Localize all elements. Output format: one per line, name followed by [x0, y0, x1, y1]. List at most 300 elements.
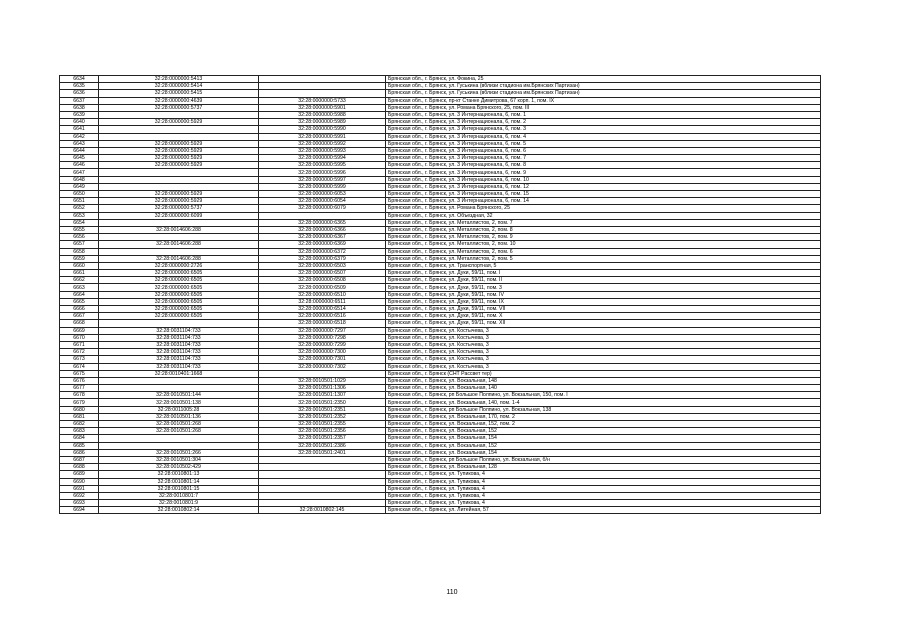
cadastral-number-cell	[99, 176, 259, 183]
table-row	[60, 413, 821, 420]
address-cell: Брянская обл., г. Брянск, ул. Тупикова, 4	[386, 478, 821, 485]
related-cadastral-number-cell: 32:28:0000000:6511	[259, 298, 386, 305]
row-number-cell: 6665	[60, 298, 99, 305]
row-number-cell: 6681	[60, 413, 99, 420]
related-cadastral-number-cell: 32:28:0000000:7298	[259, 334, 386, 341]
related-cadastral-number-cell: 32:28:0000000:5993	[259, 147, 386, 154]
related-cadastral-number-cell: 32:28:0010501:2352	[259, 413, 386, 420]
row-number-cell: 6668	[60, 320, 99, 327]
page-number: 110	[446, 589, 458, 596]
table-row	[60, 464, 821, 471]
related-cadastral-number-cell	[259, 370, 386, 377]
table-row	[60, 478, 821, 485]
row-number-cell: 6641	[60, 126, 99, 133]
address-cell: Брянская обл., г. Брянск (СНТ Рассвет тер)	[386, 370, 821, 377]
address-cell: Брянская обл., г. Брянск, ул. 3 Интернационала, 6, пом. 7	[386, 155, 821, 162]
related-cadastral-number-cell: 32:28:0000000:5733	[259, 97, 386, 104]
table-row	[60, 442, 821, 449]
address-cell: Брянская обл., г. Брянск, ул. Дуки, 59/11, пом. X	[386, 313, 821, 320]
table-row	[60, 284, 821, 291]
table-row	[60, 313, 821, 320]
row-number-cell: 6637	[60, 97, 99, 104]
related-cadastral-number-cell	[259, 478, 386, 485]
cadastral-number-cell: 32:28:0010501:138	[99, 399, 259, 406]
row-number-cell: 6670	[60, 334, 99, 341]
address-cell: Брянская обл., г. Брянск, ул. 3 Интернационала, 6, пом. 6	[386, 147, 821, 154]
row-number-cell: 6678	[60, 392, 99, 399]
address-cell: Брянская обл., г. Брянск, рп Большое Полпино, ул. Вокзальная, б/н	[386, 456, 821, 463]
related-cadastral-number-cell: 32:28:0000000:7302	[259, 363, 386, 370]
cadastral-number-cell: 32:28:0010401:1668	[99, 370, 259, 377]
table-row	[60, 248, 821, 255]
table-row	[60, 262, 821, 269]
related-cadastral-number-cell: 32:28:0000000:6053	[259, 191, 386, 198]
address-cell: Брянская обл., г. Брянск, ул. Костычева, 3	[386, 341, 821, 348]
cadastral-number-cell: 32:28:0000000:5929	[99, 147, 259, 154]
row-number-cell: 6644	[60, 147, 99, 154]
table-row	[60, 485, 821, 492]
related-cadastral-number-cell: 32:28:0010501:2356	[259, 428, 386, 435]
cadastral-number-cell: 32:28:0000000:4639	[99, 97, 259, 104]
address-cell: Брянская обл., г. Брянск, ул. Тупикова, 4	[386, 485, 821, 492]
table-row	[60, 298, 821, 305]
cadastral-number-cell: 32:28:0000000:5929	[99, 119, 259, 126]
cadastral-number-cell	[99, 234, 259, 241]
address-cell: Брянская обл., г. Брянск, ул. Дуки, 59/11, пом. II	[386, 277, 821, 284]
cadastral-number-cell: 32:28:0010501:136	[99, 413, 259, 420]
cadastral-number-cell	[99, 385, 259, 392]
cadastral-number-cell: 32:28:0000000:5929	[99, 191, 259, 198]
address-cell: Брянская обл., г. Брянск, рп Большое Полпино, ул. Вокзальная, 138	[386, 406, 821, 413]
address-cell: Брянская обл., г. Брянск, ул. Объездная, 32	[386, 212, 821, 219]
related-cadastral-number-cell: 32:28:0000000:6516	[259, 313, 386, 320]
cadastral-number-cell: 32:28:0000000:2726	[99, 262, 259, 269]
address-cell: Брянская обл., г. Брянск, ул. Дуки, 59/11, пом. IV	[386, 291, 821, 298]
related-cadastral-number-cell: 32:28:0000000:5989	[259, 119, 386, 126]
table-row	[60, 104, 821, 111]
row-number-cell: 6659	[60, 255, 99, 262]
row-number-cell: 6691	[60, 485, 99, 492]
table-row	[60, 226, 821, 233]
address-cell: Брянская обл., г. Брянск, пр-кт Станке Димитрова, 67 корп. 1, пом. IX	[386, 97, 821, 104]
related-cadastral-number-cell	[259, 212, 386, 219]
cadastral-number-cell: 32:28:0031104:733	[99, 363, 259, 370]
cadastral-number-cell: 32:28:0031104:733	[99, 327, 259, 334]
address-cell: Брянская обл., г. Брянск, ул. Дуки, 59/11, пом. I	[386, 270, 821, 277]
related-cadastral-number-cell: 32:28:0000000:7300	[259, 349, 386, 356]
table-row	[60, 449, 821, 456]
row-number-cell: 6662	[60, 277, 99, 284]
related-cadastral-number-cell: 32:28:0000000:6507	[259, 270, 386, 277]
cadastral-number-cell: 32:28:0000000:6505	[99, 270, 259, 277]
cadastral-number-cell: 32:28:0000000:5737	[99, 104, 259, 111]
related-cadastral-number-cell: 32:28:0000000:5995	[259, 162, 386, 169]
address-cell: Брянская обл., г. Брянск, ул. Металлистов, 2, пом. 7	[386, 219, 821, 226]
related-cadastral-number-cell: 32:28:0000000:5996	[259, 169, 386, 176]
table-row	[60, 291, 821, 298]
cadastral-number-cell: 32:28:0000000:6505	[99, 284, 259, 291]
cadastral-number-cell: 32:28:0010501:268	[99, 421, 259, 428]
cadastral-number-cell: 32:28:0010501:304	[99, 456, 259, 463]
related-cadastral-number-cell	[259, 464, 386, 471]
table-row	[60, 456, 821, 463]
cadastral-number-cell: 32:28:0010801:9	[99, 500, 259, 507]
address-cell: Брянская обл., г. Брянск, ул. 3 Интернационала, 6, пом. 8	[386, 162, 821, 169]
cadastral-number-cell: 32:28:0000000:6505	[99, 291, 259, 298]
address-cell: Брянская обл., г. Брянск, ул. Романа Брянского, 25	[386, 205, 821, 212]
cadastral-number-cell: 32:28:0010801:14	[99, 478, 259, 485]
row-number-cell: 6663	[60, 284, 99, 291]
row-number-cell: 6640	[60, 119, 99, 126]
related-cadastral-number-cell: 32:28:0010501:2350	[259, 399, 386, 406]
related-cadastral-number-cell	[259, 492, 386, 499]
related-cadastral-number-cell: 32:28:0010501:2386	[259, 442, 386, 449]
related-cadastral-number-cell: 32:28:0010802:145	[259, 507, 386, 514]
related-cadastral-number-cell	[259, 76, 386, 83]
table-row	[60, 255, 821, 262]
cadastral-number-cell	[99, 111, 259, 118]
address-cell: Брянская обл., г. Брянск, ул. Вокзальная, 140, пом. 1-4	[386, 399, 821, 406]
address-cell: Брянская обл., г. Брянск, ул. 3 Интернационала, 6, пом. 2	[386, 119, 821, 126]
address-cell: Брянская обл., г. Брянск, ул. Дуки, 59/11, пом. 3	[386, 284, 821, 291]
related-cadastral-number-cell	[259, 90, 386, 97]
related-cadastral-number-cell: 32:28:0000000:6365	[259, 219, 386, 226]
related-cadastral-number-cell: 32:28:0000000:6518	[259, 320, 386, 327]
table-row	[60, 219, 821, 226]
row-number-cell: 6664	[60, 291, 99, 298]
cadastral-number-cell: 32:28:0010501:266	[99, 449, 259, 456]
row-number-cell: 6676	[60, 377, 99, 384]
cadastral-number-cell: 32:28:0000000:5929	[99, 162, 259, 169]
address-cell: Брянская обл., г. Брянск, ул. Вокзальная, 170, пом. 2	[386, 413, 821, 420]
address-cell: Брянская обл., г. Брянск, ул. Костычева, 3	[386, 349, 821, 356]
table-row	[60, 183, 821, 190]
address-cell: Брянская обл., г. Брянск, ул. Фокина, 25	[386, 76, 821, 83]
related-cadastral-number-cell: 32:28:0000000:5991	[259, 133, 386, 140]
related-cadastral-number-cell: 32:28:0000000:6372	[259, 248, 386, 255]
table-row	[60, 341, 821, 348]
address-cell: Брянская обл., г. Брянск, ул. Дуки, 59/11, пом. VII	[386, 306, 821, 313]
table-row	[60, 111, 821, 118]
related-cadastral-number-cell: 32:28:0000000:6503	[259, 262, 386, 269]
related-cadastral-number-cell: 32:28:0010501:1306	[259, 385, 386, 392]
related-cadastral-number-cell: 32:28:0010501:2355	[259, 421, 386, 428]
related-cadastral-number-cell: 32:28:0000000:6510	[259, 291, 386, 298]
cadastral-number-cell: 32:28:0010801:13	[99, 471, 259, 478]
related-cadastral-number-cell: 32:28:0000000:5901	[259, 104, 386, 111]
row-number-cell: 6672	[60, 349, 99, 356]
address-cell: Брянская обл., г. Брянск, ул. Металлистов, 2, пом. 6	[386, 248, 821, 255]
address-cell: Брянская обл., г. Брянск, ул. Металлистов, 2, пом. 5	[386, 255, 821, 262]
related-cadastral-number-cell: 32:28:0000000:7297	[259, 327, 386, 334]
table-row	[60, 334, 821, 341]
row-number-cell: 6646	[60, 162, 99, 169]
cadastral-number-cell	[99, 442, 259, 449]
table-row	[60, 212, 821, 219]
table-row	[60, 471, 821, 478]
row-number-cell: 6680	[60, 406, 99, 413]
cadastral-number-cell: 32:28:0000000:5929	[99, 155, 259, 162]
cadastral-number-cell: 32:28:0000000:5737	[99, 205, 259, 212]
related-cadastral-number-cell: 32:28:0000000:5994	[259, 155, 386, 162]
address-cell: Брянская обл., г. Брянск, ул. Гуськина (вблизи стадиона им.Брянских Партизан)	[386, 83, 821, 90]
table-row	[60, 363, 821, 370]
address-cell: Брянская обл., г. Брянск, ул. 3 Интернационала, 6, пом. 15	[386, 191, 821, 198]
table-row	[60, 241, 821, 248]
table-row	[60, 133, 821, 140]
related-cadastral-number-cell: 32:28:0000000:5997	[259, 176, 386, 183]
cadastral-number-cell: 32:28:0000000:5929	[99, 140, 259, 147]
address-cell: Брянская обл., г. Брянск, ул. 3 Интернационала, 6, пом. 1	[386, 111, 821, 118]
table-row	[60, 406, 821, 413]
row-number-cell: 6635	[60, 83, 99, 90]
table-row	[60, 205, 821, 212]
row-number-cell: 6647	[60, 169, 99, 176]
row-number-cell: 6657	[60, 241, 99, 248]
row-number-cell: 6655	[60, 226, 99, 233]
cadastral-number-cell: 32:28:0000000:6505	[99, 313, 259, 320]
table-row	[60, 83, 821, 90]
row-number-cell: 6686	[60, 449, 99, 456]
cadastral-number-cell	[99, 169, 259, 176]
row-number-cell: 6669	[60, 327, 99, 334]
related-cadastral-number-cell: 32:28:0010501:2351	[259, 406, 386, 413]
row-number-cell: 6651	[60, 198, 99, 205]
related-cadastral-number-cell: 32:28:0000000:6509	[259, 284, 386, 291]
row-number-cell: 6642	[60, 133, 99, 140]
row-number-cell: 6694	[60, 507, 99, 514]
row-number-cell: 6639	[60, 111, 99, 118]
table-row	[60, 492, 821, 499]
registry-table-body	[60, 76, 821, 514]
related-cadastral-number-cell: 32:28:0000000:6054	[259, 198, 386, 205]
table-row	[60, 349, 821, 356]
address-cell: Брянская обл., г. Брянск, ул. 3 Интернационала, 6, пом. 14	[386, 198, 821, 205]
row-number-cell: 6679	[60, 399, 99, 406]
address-cell: Брянская обл., г. Брянск, ул. Дуки, 59/11, пом. IX	[386, 298, 821, 305]
table-row	[60, 126, 821, 133]
cadastral-number-cell	[99, 377, 259, 384]
address-cell: Брянская обл., г. Брянск, ул. Тупикова, 4	[386, 471, 821, 478]
table-row	[60, 155, 821, 162]
address-cell: Брянская обл., г. Брянск, ул. Тупикова, 4	[386, 492, 821, 499]
related-cadastral-number-cell: 32:28:0000000:6369	[259, 241, 386, 248]
row-number-cell: 6645	[60, 155, 99, 162]
table-row	[60, 421, 821, 428]
cadastral-number-cell: 32:28:0000000:6505	[99, 306, 259, 313]
table-row	[60, 198, 821, 205]
cadastral-number-cell: 32:28:0000000:5413	[99, 76, 259, 83]
cadastral-number-cell: 32:28:0031104:733	[99, 334, 259, 341]
row-number-cell: 6661	[60, 270, 99, 277]
row-number-cell: 6634	[60, 76, 99, 83]
table-row	[60, 191, 821, 198]
table-row	[60, 370, 821, 377]
row-number-cell: 6666	[60, 306, 99, 313]
related-cadastral-number-cell: 32:28:0000000:5992	[259, 140, 386, 147]
cadastral-number-cell: 32:28:0010802:14	[99, 507, 259, 514]
row-number-cell: 6684	[60, 435, 99, 442]
row-number-cell: 6687	[60, 456, 99, 463]
row-number-cell: 6673	[60, 356, 99, 363]
related-cadastral-number-cell: 32:28:0000000:6379	[259, 255, 386, 262]
address-cell: Брянская обл., г. Брянск, ул. Тупикова, 4	[386, 500, 821, 507]
address-cell: Брянская обл., г. Брянск, ул. 3 Интернационала, 6, пом. 4	[386, 133, 821, 140]
cadastral-number-cell: 32:28:0031104:733	[99, 341, 259, 348]
address-cell: Брянская обл., г. Брянск, ул. Вокзальная, 140	[386, 385, 821, 392]
cadastral-number-cell: 32:28:0000000:6505	[99, 277, 259, 284]
address-cell: Брянская обл., г. Брянск, ул. Транспортная, 5	[386, 262, 821, 269]
address-cell: Брянская обл., г. Брянск, ул. Костычева, 3	[386, 334, 821, 341]
row-number-cell: 6654	[60, 219, 99, 226]
row-number-cell: 6671	[60, 341, 99, 348]
cadastral-number-cell: 32:28:0014606:288	[99, 226, 259, 233]
related-cadastral-number-cell: 32:28:0000000:5999	[259, 183, 386, 190]
table-row	[60, 377, 821, 384]
related-cadastral-number-cell: 32:28:0000000:7301	[259, 356, 386, 363]
cadastral-number-cell: 32:28:0000000:6099	[99, 212, 259, 219]
related-cadastral-number-cell: 32:28:0000000:5990	[259, 126, 386, 133]
row-number-cell: 6636	[60, 90, 99, 97]
address-cell: Брянская обл., г. Брянск, ул. Романа Брянского, 25, пом. III	[386, 104, 821, 111]
table-row	[60, 392, 821, 399]
row-number-cell: 6685	[60, 442, 99, 449]
table-row	[60, 97, 821, 104]
table-row	[60, 428, 821, 435]
row-number-cell: 6649	[60, 183, 99, 190]
row-number-cell: 6658	[60, 248, 99, 255]
address-cell: Брянская обл., г. Брянск, ул. Дуки, 59/11, пом. XII	[386, 320, 821, 327]
address-cell: Брянская обл., г. Брянск, ул. Костычева, 3	[386, 363, 821, 370]
table-row	[60, 399, 821, 406]
related-cadastral-number-cell: 32:28:0010501:2401	[259, 449, 386, 456]
row-number-cell: 6690	[60, 478, 99, 485]
address-cell: Брянская обл., г. Брянск, ул. Металлистов, 2, пом. 8	[386, 226, 821, 233]
related-cadastral-number-cell	[259, 485, 386, 492]
table-row	[60, 270, 821, 277]
address-cell: Брянская обл., г. Брянск, ул. Костычева, 3	[386, 356, 821, 363]
cadastral-number-cell	[99, 219, 259, 226]
cadastral-number-cell: 32:28:0010502:429	[99, 464, 259, 471]
related-cadastral-number-cell	[259, 83, 386, 90]
table-row	[60, 162, 821, 169]
row-number-cell: 6675	[60, 370, 99, 377]
address-cell: Брянская обл., г. Брянск, ул. 3 Интернационала, 6, пом. 9	[386, 169, 821, 176]
row-number-cell: 6677	[60, 385, 99, 392]
table-row	[60, 306, 821, 313]
cadastral-number-cell: 32:28:0010501:144	[99, 392, 259, 399]
table-row	[60, 320, 821, 327]
table-row	[60, 277, 821, 284]
address-cell: Брянская обл., г. Брянск, ул. Гуськина (вблизи стадиона им.Брянских Партизан)	[386, 90, 821, 97]
registry-table	[59, 75, 821, 514]
related-cadastral-number-cell: 32:28:0000000:6367	[259, 234, 386, 241]
address-cell: Брянская обл., г. Брянск, ул. Вокзальная, 154	[386, 435, 821, 442]
row-number-cell: 6692	[60, 492, 99, 499]
row-number-cell: 6648	[60, 176, 99, 183]
related-cadastral-number-cell: 32:28:0000000:6079	[259, 205, 386, 212]
cadastral-number-cell: 32:28:0000000:6505	[99, 298, 259, 305]
related-cadastral-number-cell: 32:28:0010501:1307	[259, 392, 386, 399]
address-cell: Брянская обл., г. Брянск, ул. 3 Интернационала, 6, пом. 5	[386, 140, 821, 147]
table-row	[60, 385, 821, 392]
cadastral-number-cell	[99, 435, 259, 442]
table-row	[60, 147, 821, 154]
address-cell: Брянская обл., г. Брянск, ул. 3 Интернационала, 6, пом. 12	[386, 183, 821, 190]
table-row	[60, 507, 821, 514]
address-cell: Брянская обл., г. Брянск, ул. 3 Интернационала, 6, пом. 3	[386, 126, 821, 133]
related-cadastral-number-cell: 32:28:0000000:6508	[259, 277, 386, 284]
row-number-cell: 6653	[60, 212, 99, 219]
row-number-cell: 6693	[60, 500, 99, 507]
row-number-cell: 6674	[60, 363, 99, 370]
table-row	[60, 76, 821, 83]
related-cadastral-number-cell: 32:28:0010501:2357	[259, 435, 386, 442]
cadastral-number-cell	[99, 133, 259, 140]
address-cell: Брянская обл., г. Брянск, ул. Костычева, 3	[386, 327, 821, 334]
related-cadastral-number-cell: 32:28:0000000:6366	[259, 226, 386, 233]
address-cell: Брянская обл., г. Брянск, ул. Вокзальная, 148	[386, 377, 821, 384]
row-number-cell: 6683	[60, 428, 99, 435]
related-cadastral-number-cell: 32:28:0010501:1029	[259, 377, 386, 384]
address-cell: Брянская обл., г. Брянск, ул. Вокзальная, 152	[386, 428, 821, 435]
table-row	[60, 119, 821, 126]
table-row	[60, 234, 821, 241]
row-number-cell: 6689	[60, 471, 99, 478]
table-row	[60, 176, 821, 183]
address-cell: Брянская обл., г. Брянск, рп Большое Полпино, ул. Вокзальная, 150, пом. I	[386, 392, 821, 399]
cadastral-number-cell: 32:28:0011005:28	[99, 406, 259, 413]
row-number-cell: 6638	[60, 104, 99, 111]
address-cell: Брянская обл., г. Брянск, ул. Вокзальная, 154	[386, 449, 821, 456]
address-cell: Брянская обл., г. Брянск, ул. Металлистов, 2, пом. 10	[386, 241, 821, 248]
table-row	[60, 90, 821, 97]
address-cell: Брянская обл., г. Брянск, ул. Вокзальная, 152	[386, 442, 821, 449]
row-number-cell: 6660	[60, 262, 99, 269]
address-cell: Брянская обл., г. Брянск, ул. Литейная, 57	[386, 507, 821, 514]
table-row	[60, 356, 821, 363]
table-row	[60, 140, 821, 147]
row-number-cell: 6667	[60, 313, 99, 320]
related-cadastral-number-cell	[259, 456, 386, 463]
related-cadastral-number-cell	[259, 471, 386, 478]
related-cadastral-number-cell: 32:28:0000000:7299	[259, 341, 386, 348]
cadastral-number-cell: 32:28:0010801:15	[99, 485, 259, 492]
row-number-cell: 6656	[60, 234, 99, 241]
cadastral-number-cell: 32:28:0000000:5414	[99, 83, 259, 90]
cadastral-number-cell: 32:28:0031104:733	[99, 356, 259, 363]
address-cell: Брянская обл., г. Брянск, ул. Металлистов, 2, пом. 9	[386, 234, 821, 241]
cadastral-number-cell: 32:28:0000000:5929	[99, 198, 259, 205]
cadastral-number-cell: 32:28:0000000:5415	[99, 90, 259, 97]
cadastral-number-cell: 32:28:0010501:268	[99, 428, 259, 435]
cadastral-number-cell	[99, 183, 259, 190]
related-cadastral-number-cell: 32:28:0000000:6514	[259, 306, 386, 313]
address-cell: Брянская обл., г. Брянск, ул. Вокзальная, 128	[386, 464, 821, 471]
row-number-cell: 6682	[60, 421, 99, 428]
row-number-cell: 6688	[60, 464, 99, 471]
related-cadastral-number-cell	[259, 500, 386, 507]
related-cadastral-number-cell: 32:28:0000000:5988	[259, 111, 386, 118]
cadastral-number-cell: 32:28:0010801:7	[99, 492, 259, 499]
cadastral-number-cell: 32:28:0014606:288	[99, 255, 259, 262]
table-row	[60, 435, 821, 442]
table-row	[60, 327, 821, 334]
row-number-cell: 6643	[60, 140, 99, 147]
cadastral-number-cell	[99, 248, 259, 255]
cadastral-number-cell: 32:28:0014606:288	[99, 241, 259, 248]
table-row	[60, 500, 821, 507]
